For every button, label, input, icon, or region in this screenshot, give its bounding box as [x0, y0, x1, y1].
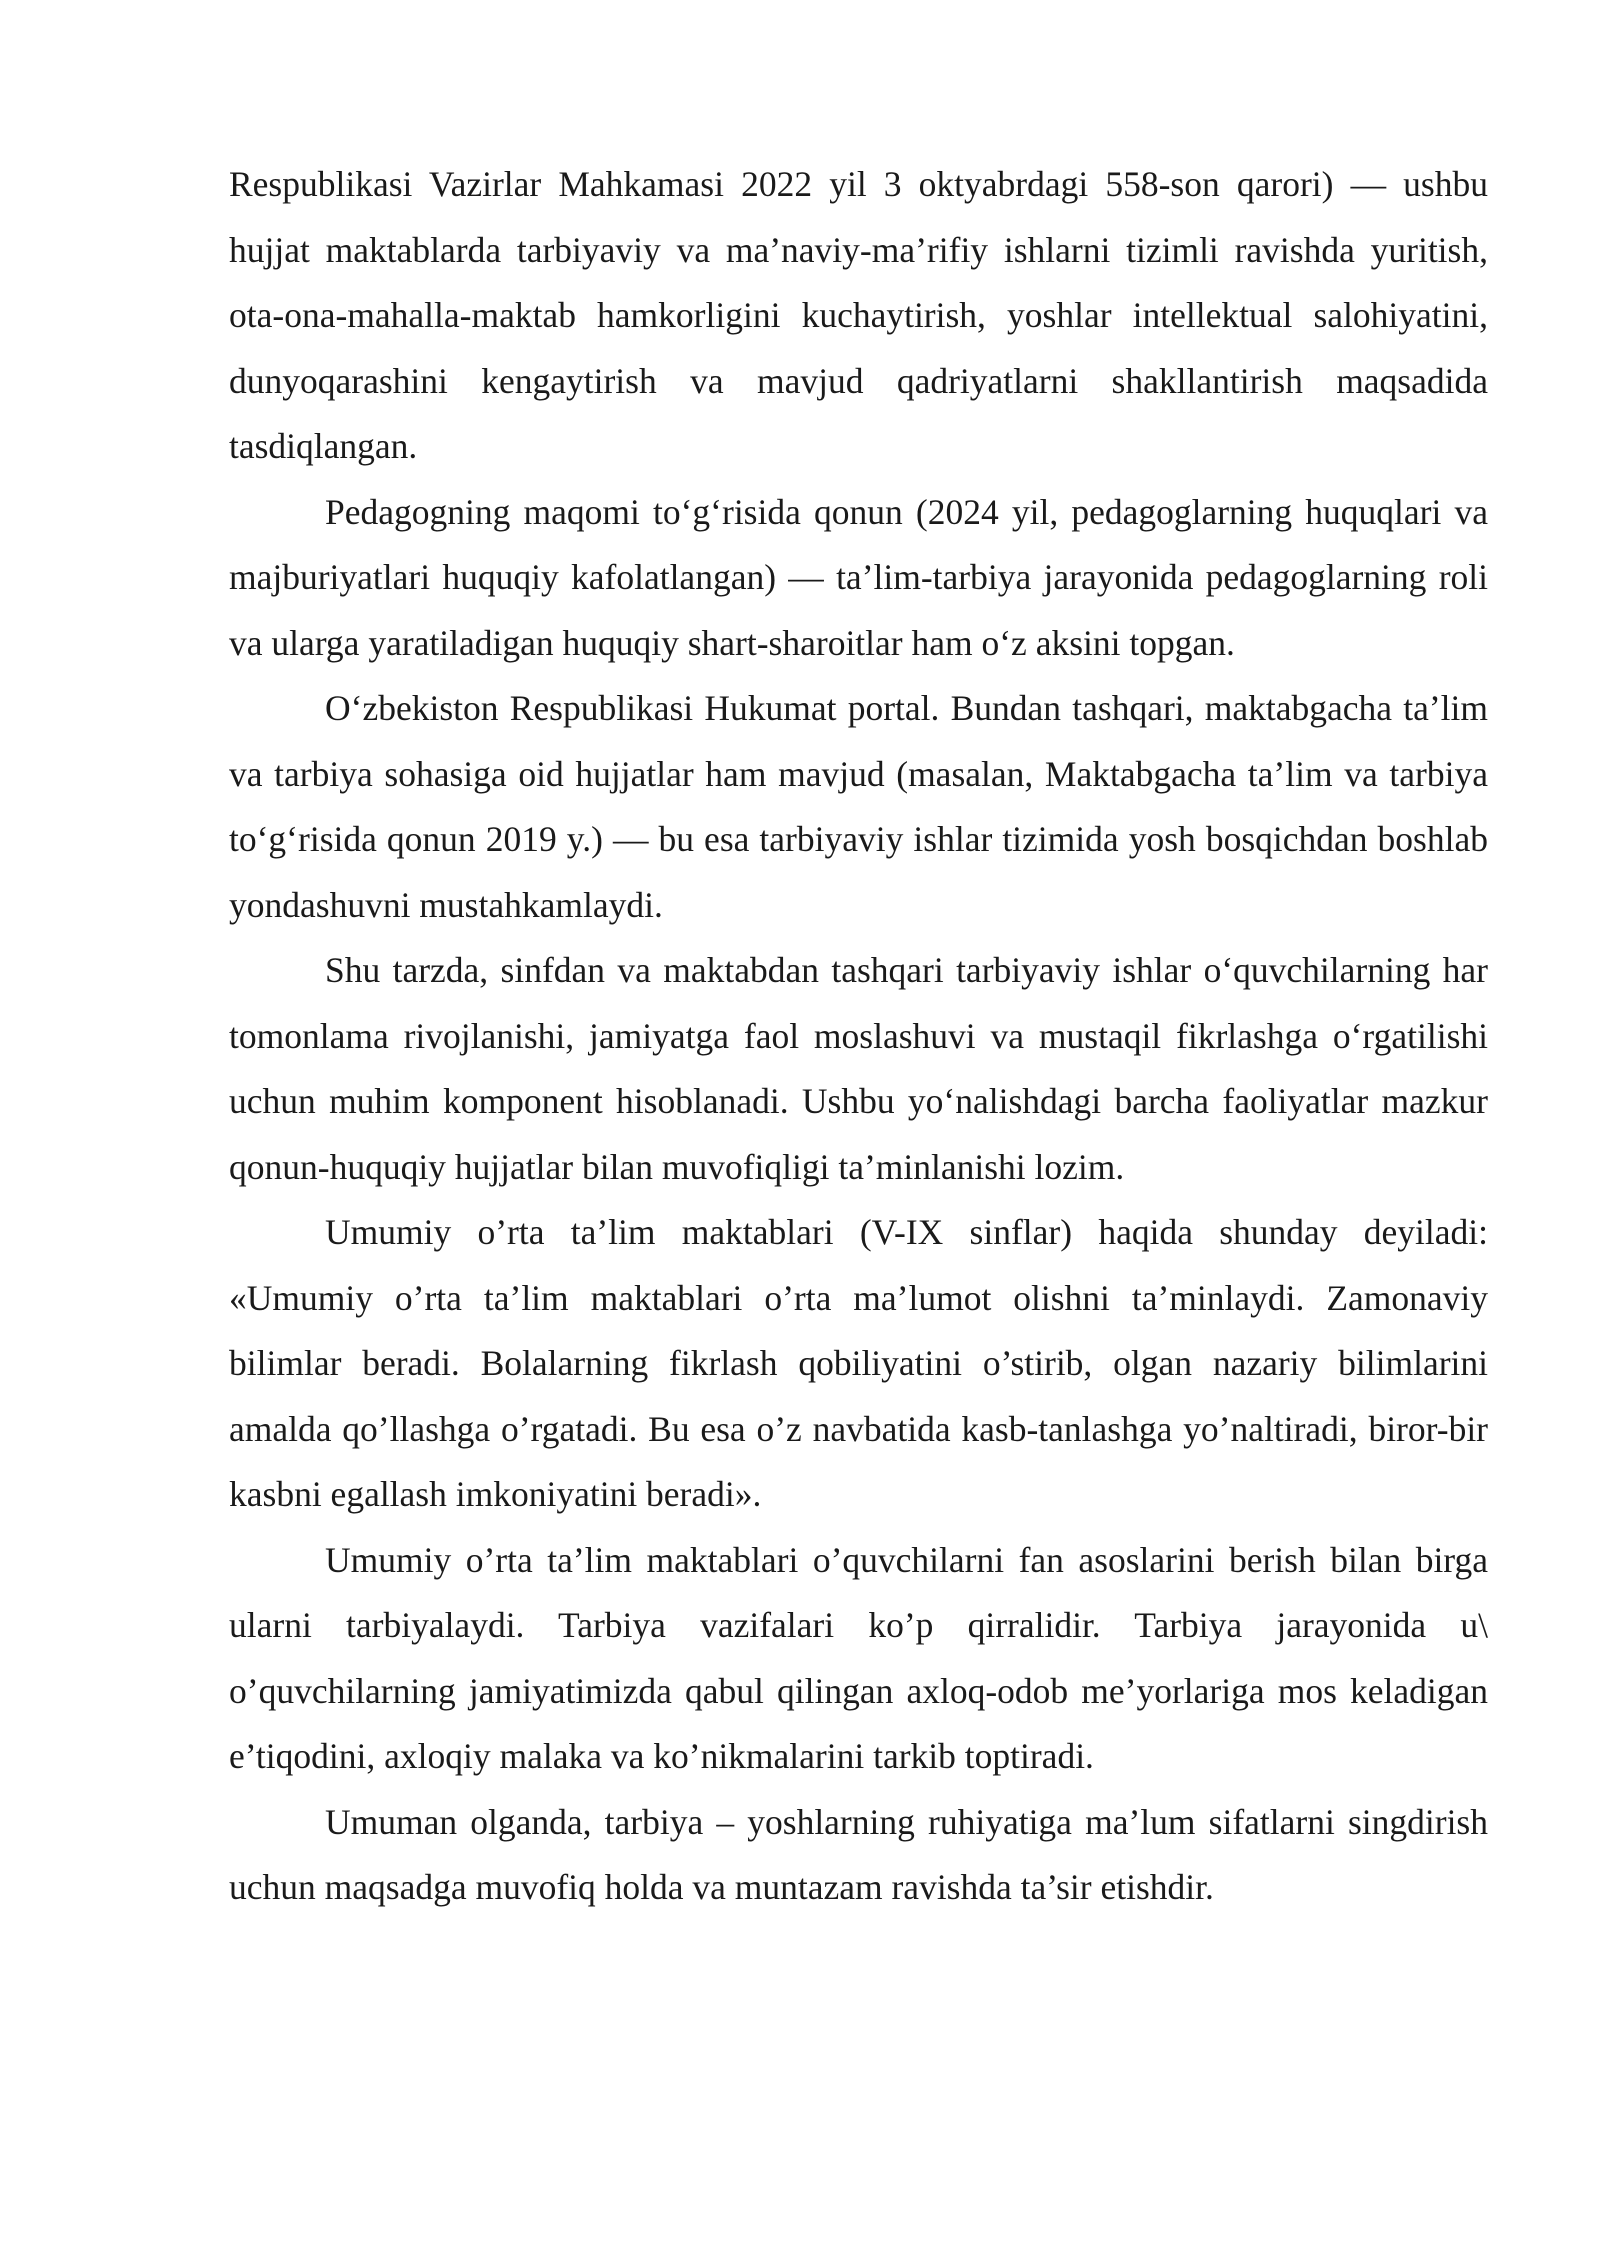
paragraph-extracurricular-summary: Shu tarzda, sinfdan va maktabdan tashqari tarbiyaviy ishlar o‘quvchilarning har tomonlama rivojlanishi, jamiyatga faol moslashuvi va mustaqil fikrlashga o‘rgatilishi uchun muhim komponent hisoblanadi. Ushbu yo‘nalishdagi barcha faoliyatlar mazkur qonun-huquqiy hujjatlar bilan muvofiqligi ta’minlanishi lozim. — [229, 950, 1488, 1187]
document-page — [229, 152, 1488, 1921]
paragraph-decree-continuation: Respublikasi Vazirlar Mahkamasi 2022 yil 3 oktyabrdagi 558-son qarori) — ushbu hujjat maktablarda tarbiyaviy va ma’naviy-ma’rifiy ishlarni tizimli ravishda yuritish, ota-ona-mahalla-maktab hamkorligini kuchaytirish, yoshlar intellektual salohiyatini, dunyoqarashini kengaytirish va mavjud qadriyatlarni shakllantirish maqsadida tasdiqlangan. — [229, 164, 1488, 466]
paragraph-government-portal: O‘zbekiston Respublikasi Hukumat portal. Bundan tashqari, maktabgacha ta’lim va tarbiya sohasiga oid hujjatlar ham mavjud (masalan, Maktabgacha ta’lim va tarbiya to‘g‘risida qonun 2019 y.) — bu esa tarbiyaviy ishlar tizimida yosh bosqichdan boshlab yondashuvni mustahkamlaydi. — [229, 688, 1488, 925]
paragraph-upbringing-definition: Umuman olganda, tarbiya – yoshlarning ruhiyatiga ma’lum sifatlarni singdirish uchun maqsadga muvofiq holda va muntazam ravishda ta’sir etishdir. — [229, 1801, 1488, 1907]
paragraph-general-secondary-quote: Umumiy o’rta ta’lim maktablari (V-IX sinflar) haqida shunday deyiladi: «Umumiy o’rta ta’lim maktablari o’rta ma’lumot olishni ta’minlaydi. Zamonaviy bilimlar beradi. Bolalarning fikrlash qobiliyatini o’stirib, olgan nazariy bilimlarini amalda qo’llashga o’rgatadi. Bu esa o’z navbatida kasb-tanlashga yo’naltiradi, biror-bir kasbni egallash imkoniyatini beradi». — [229, 1212, 1488, 1514]
paragraph-pedagog-status-law: Pedagogning maqomi to‘g‘risida qonun (2024 yil, pedagoglarning huquqlari va majburiyatlari huquqiy kafolatlangan) — ta’lim-tarbiya jarayonida pedagoglarning roli va ularga yaratiladigan huquqiy shart-sharoitlar ham o‘z aksini topgan. — [229, 491, 1488, 663]
paragraph-upbringing-tasks: Umumiy o’rta ta’lim maktablari o’quvchilarni fan asoslarini berish bilan birga ularni tarbiyalaydi. Tarbiya vazifalari ko’p qirralidir. Tarbiya jarayonida u\ o’quvchilarning jamiyatimizda qabul qilingan axloq-odob me’yorlariga mos keladigan e’tiqodini, axloqiy malaka va ko’nikmalarini tarkib toptiradi. — [229, 1539, 1488, 1776]
